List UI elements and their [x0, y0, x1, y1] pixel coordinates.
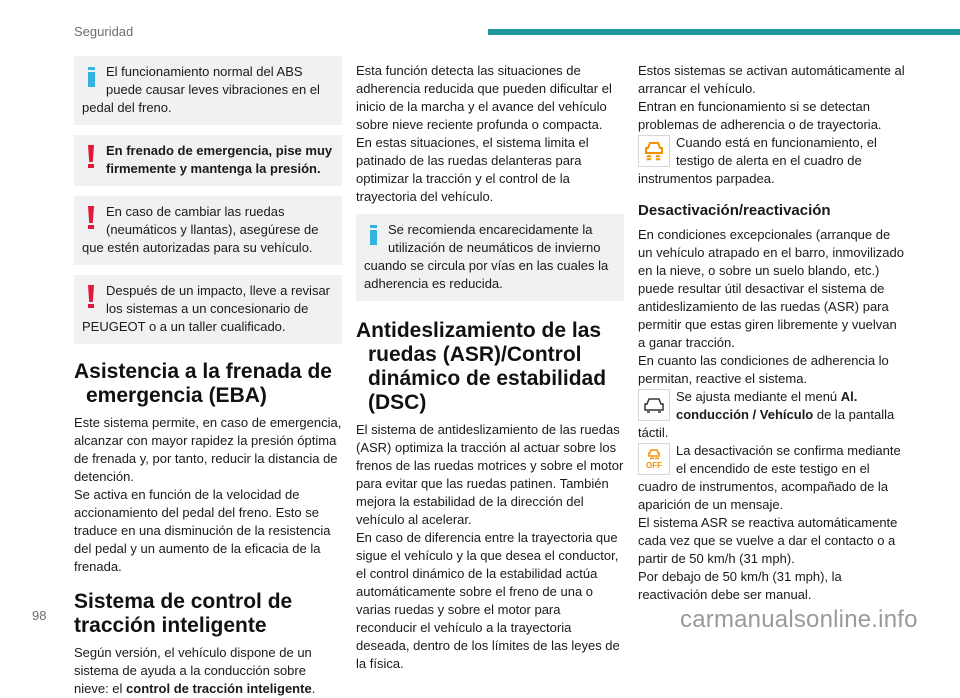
- heading-deactivation: Desactivación/reactivación: [638, 202, 831, 219]
- traction-warning-lamp-icon: [638, 135, 670, 167]
- warning-icon: [82, 203, 104, 231]
- deactivation-paragraph-3: El sistema ASR se reactiva automáticamente cada vez que se vuelve a dar el contacto o a partir de 50 km/h (31 mph).: [638, 515, 898, 566]
- eba-paragraph-1: Este sistema permite, en caso de emergencia, alcanzar con mayor rapidez la presión óptima de frenada y, por tanto, reducir la distancia de detención.: [74, 415, 342, 484]
- warning-note-emergency-braking: En frenado de emergencia, pise muy firmemente y mantenga la presión.: [74, 135, 342, 186]
- section-title: Seguridad: [74, 24, 134, 39]
- warning-lamp-row: Cuando está en funcionamiento, el testigo de alerta en el cuadro de instrumentos parpadea.: [638, 135, 877, 186]
- heading-intelligent-traction: Sistema de control de tracción inteligente: [74, 590, 293, 637]
- deactivation-paragraph-1: En condiciones excepcionales (arranque de un vehículo atrapado en el barro, inmovilizado en la nieve, o sobre un suelo blando, etc.) puede resultar útil desactivar el sistema de antideslizamiento de las ruedas (ASR) para permitir que estas giren libremente y vuelvan a ganar tracción.: [638, 227, 904, 350]
- warning-icon: [82, 142, 104, 170]
- page-number: 98: [32, 608, 47, 623]
- systems-paragraph-1: Estos sistemas se activan automáticamente al arrancar el vehículo.: [638, 63, 905, 96]
- heading-eba: Asistencia a la frenada de emergencia (EBA): [74, 360, 332, 407]
- traction-paragraph: Según versión, el vehículo dispone de un sistema de ayuda a la conducción sobre nieve: el control de tracción inteligente.: [74, 645, 316, 696]
- off-lamp-row: OFF La desactivación se confirma mediante el encendido de este testigo en el cuadro de instrumentos, acompañado de la aparición de un mensaje.: [638, 443, 901, 512]
- info-icon: [82, 63, 104, 91]
- eba-paragraph-2: Se activa en función de la velocidad de accionamiento del pedal del freno. Esto se traduce en una disminución de la resistencia del pedal y un aumento de la eficacia de la frenada.: [74, 487, 331, 574]
- asr-paragraph-1: El sistema de antideslizamiento de las ruedas (ASR) optimiza la tracción al actuar sobre los frenos de las ruedas motrices y sobre el motor para evitar que las ruedas patinen. También mejora la estabilidad de la dirección del vehículo al acelerar.: [356, 422, 624, 527]
- menu-row: Se ajusta mediante el menú Al. conducción / Vehículo de la pantalla táctil.: [638, 389, 895, 440]
- warning-note-wheels: En caso de cambiar las ruedas (neumáticos y llantas), asegúrese de que estén autorizadas para su vehículo.: [74, 196, 342, 265]
- heading-asr-dsc: Antideslizamiento de las ruedas (ASR)/Control dinámico de estabilidad (DSC): [356, 319, 607, 414]
- info-icon: [364, 221, 386, 249]
- asr-paragraph-2: En caso de diferencia entre la trayectoria que sigue el vehículo y la que desea el conductor, el control dinámico de la estabilidad actúa automáticamente sobre el freno de una o varias ruedas y sobre el motor para reconducir el vehículo a la trayectoria deseada, dentro de los límites de las leyes de la física.: [356, 530, 620, 671]
- info-note-winter-tyres: Se recomienda encarecidamente la utilización de neumáticos de invierno cuando se circula por vías en las cuales la adherencia es reducida.: [356, 214, 624, 301]
- systems-paragraph-2: Entran en funcionamiento si se detectan problemas de adherencia o de trayectoria.: [638, 99, 882, 132]
- column-3: [638, 56, 906, 604]
- deactivation-paragraph-4: Por debajo de 50 km/h (31 mph), la reactivación debe ser manual.: [638, 569, 842, 602]
- header-accent-bar: [488, 29, 960, 35]
- warning-icon: [82, 282, 104, 310]
- deactivation-paragraph-2: En cuanto las condiciones de adherencia lo permitan, reactive el sistema.: [638, 353, 889, 386]
- column-1: [74, 56, 342, 698]
- watermark: carmanualsonline.info: [680, 606, 918, 633]
- column-2: [356, 56, 624, 673]
- info-note-abs: El funcionamiento normal del ABS puede causar leves vibraciones en el pedal del freno.: [74, 56, 342, 125]
- vehicle-menu-icon: [638, 389, 670, 421]
- traction-off-lamp-icon: OFF: [638, 443, 670, 475]
- warning-note-impact: Después de un impacto, lleve a revisar los sistemas a un concesionario de PEUGEOT o a un taller cualificado.: [74, 275, 342, 344]
- traction-function-paragraph-2: En estas situaciones, el sistema limita el patinado de las ruedas delanteras para optimizar la tracción y el control de la trayectoria del vehículo.: [356, 135, 589, 204]
- traction-function-paragraph-1: Esta función detecta las situaciones de adherencia reducida que pueden dificultar el inicio de la marcha y el avance del vehículo sobre nieve reciente profunda o compacta.: [356, 63, 612, 132]
